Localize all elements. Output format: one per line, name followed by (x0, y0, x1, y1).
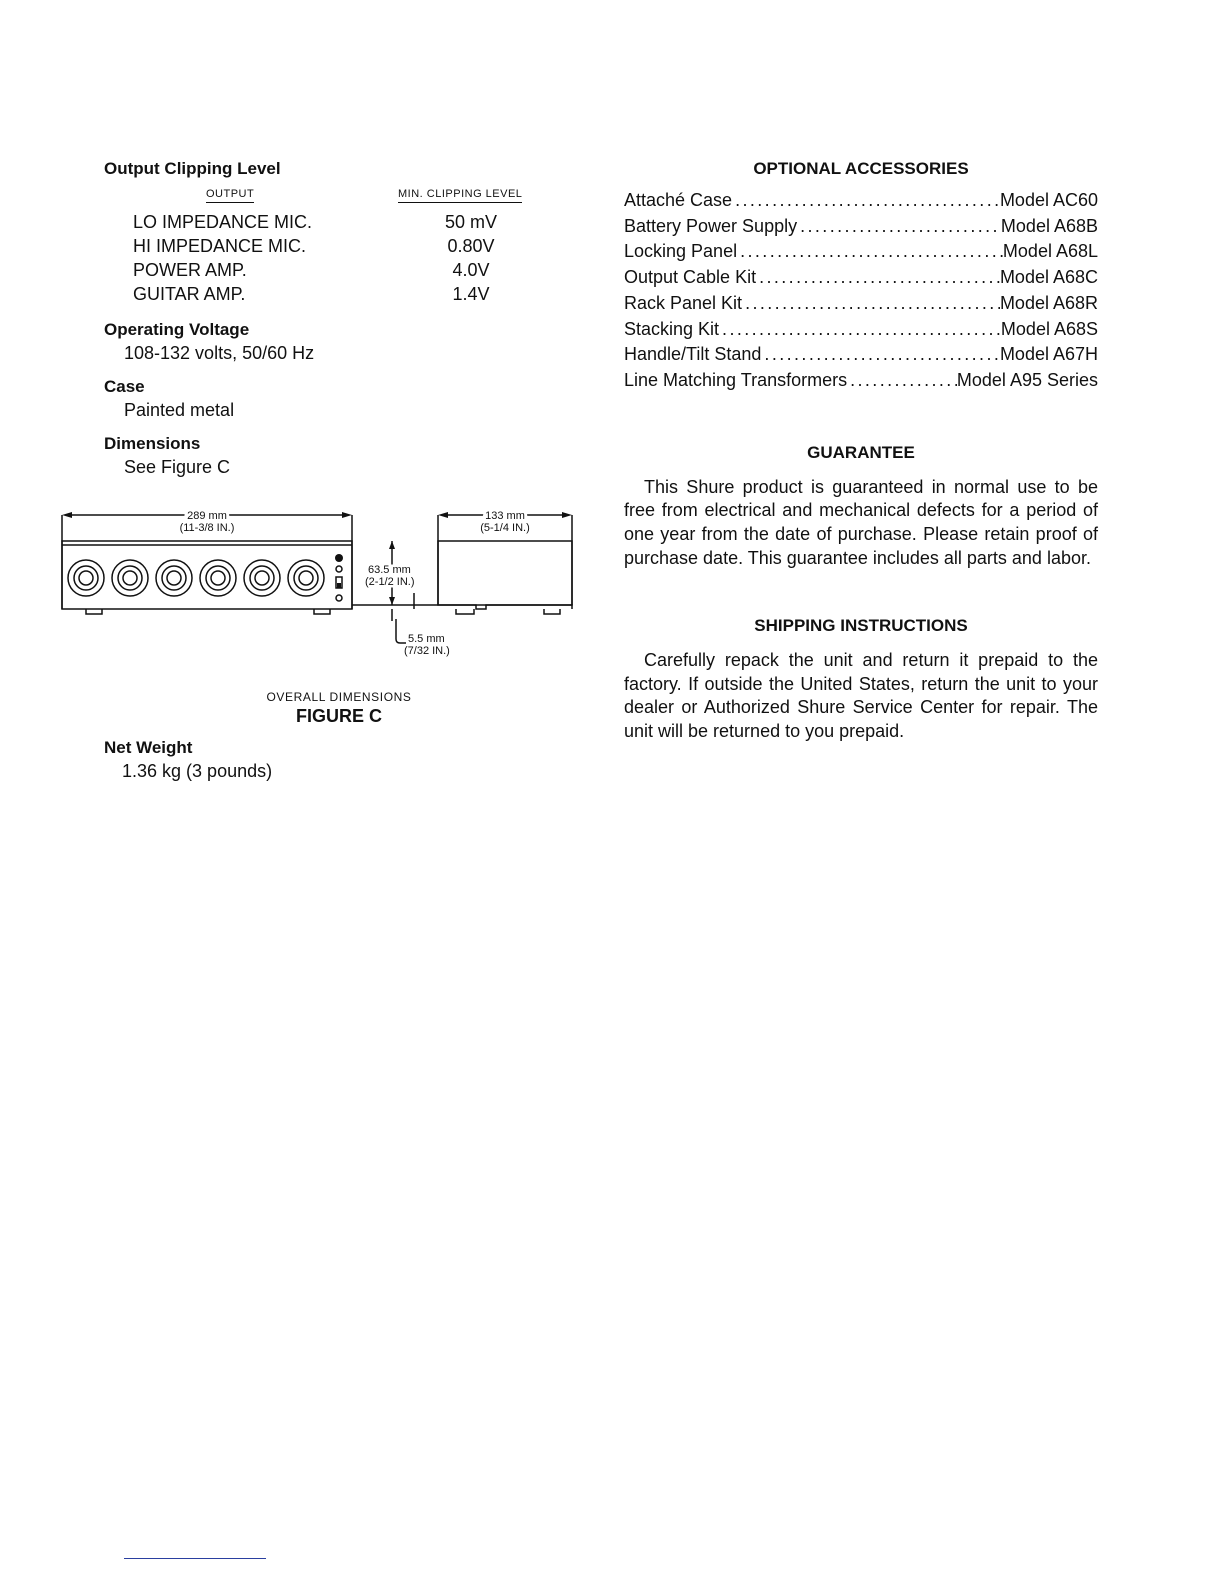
clipping-level: 4.0V (452, 260, 490, 280)
clipping-row (104, 212, 564, 236)
accessory-name: Attaché Case (624, 190, 733, 210)
specifications-column (104, 158, 564, 479)
accessory-model: Model A68B (1000, 215, 1098, 236)
guarantee-text: This Shure product is guaranteed in normal use to be free from electrical and mechanical defects for a period of one year from the date of purchase. Please retain proof of purchase date. This guarantee includes all parts and labor. (624, 476, 1098, 569)
list-item (624, 291, 1098, 317)
depth-in-label: (5-1/4 IN.) (480, 522, 530, 534)
accessory-name: Locking Panel (624, 241, 738, 262)
knob-icon (244, 560, 280, 596)
accessory-model: Model A67H (999, 344, 1098, 365)
accessory-model: Model A68L (1002, 241, 1098, 262)
figure-caption: FIGURE C (295, 706, 382, 726)
width-in-label: (11-3/8 IN.) (179, 522, 235, 534)
height-in-label: (2-1/2 IN.) (365, 576, 415, 588)
accessories-list (624, 188, 1098, 394)
clipping-row (104, 236, 564, 260)
footer-rule (124, 1558, 266, 1559)
knob-icon (112, 560, 148, 596)
clipping-output: LO IMPEDANCE MIC. (133, 212, 313, 232)
clipping-output: HI IMPEDANCE MIC. (133, 236, 307, 256)
accessory-model: Model A68S (1000, 318, 1098, 339)
guarantee-title: GUARANTEE (807, 442, 915, 462)
feet-mm-label: 5.5 mm (408, 633, 445, 645)
dimensions-value: See Figure C (124, 457, 231, 477)
case-title: Case (104, 377, 145, 396)
col-level-header: MIN. CLIPPING LEVEL (398, 188, 522, 203)
accessory-model: Model A68R (999, 292, 1098, 313)
feet-in-label: (7/32 IN.) (404, 645, 450, 657)
accessory-model: Model A68C (999, 267, 1098, 288)
case-value: Painted metal (124, 400, 235, 420)
shipping-text: Carefully repack the unit and return it prepaid to the factory. If outside the United States, return the unit to your dealer or Authorized Shure Service Center for repair. The unit will be returned to you prepaid. (624, 649, 1098, 742)
accessory-name: Battery Power Supply (624, 215, 798, 236)
clipping-level: 1.4V (452, 284, 490, 304)
list-item (624, 265, 1098, 291)
list-item (624, 317, 1098, 343)
shipping-title: SHIPPING INSTRUCTIONS (754, 615, 968, 635)
list-item (624, 188, 1098, 214)
list-item (624, 368, 1098, 394)
clipping-output: POWER AMP. (133, 260, 247, 280)
voltage-title: Operating Voltage (104, 320, 250, 339)
accessory-model: Model AC60 (999, 190, 1098, 210)
clipping-output: GUITAR AMP. (133, 284, 246, 304)
net-weight-value: 1.36 kg (3 pounds) (122, 761, 273, 781)
accessories-title: OPTIONAL ACCESSORIES (753, 159, 969, 178)
knob-icon (68, 560, 104, 596)
knob-icon (288, 560, 324, 596)
accessory-name: Handle/Tilt Stand (624, 344, 762, 365)
accessory-name: Stacking Kit (624, 318, 720, 339)
accessory-name: Rack Panel Kit (624, 292, 743, 313)
width-mm-label: 289 mm (187, 510, 227, 522)
clipping-level: 0.80V (447, 236, 495, 256)
depth-mm-label: 133 mm (485, 510, 525, 522)
right-column (624, 158, 1098, 744)
height-mm-label: 63.5 mm (368, 564, 411, 576)
clipping-row (104, 284, 564, 308)
voltage-value: 108-132 volts, 50/60 Hz (124, 343, 315, 363)
knob-icon (156, 560, 192, 596)
figure-caption-small: OVERALL DIMENSIONS (266, 690, 412, 704)
clipping-level: 50 mV (444, 212, 498, 232)
knob-icon (200, 560, 236, 596)
accessory-name: Line Matching Transformers (624, 369, 848, 390)
accessory-name: Output Cable Kit (624, 267, 757, 288)
dimensions-figure (56, 505, 580, 665)
clipping-table-header (104, 180, 564, 210)
list-item (624, 214, 1098, 240)
net-weight-title: Net Weight (104, 738, 193, 757)
dimensions-title: Dimensions (104, 434, 201, 453)
net-weight-block (104, 737, 272, 783)
clipping-title: Output Clipping Level (104, 159, 281, 178)
col-output-header: OUTPUT (206, 188, 254, 203)
list-item (624, 342, 1098, 368)
list-item (624, 239, 1098, 265)
clipping-row (104, 260, 564, 284)
accessory-model: Model A95 Series (956, 369, 1098, 390)
